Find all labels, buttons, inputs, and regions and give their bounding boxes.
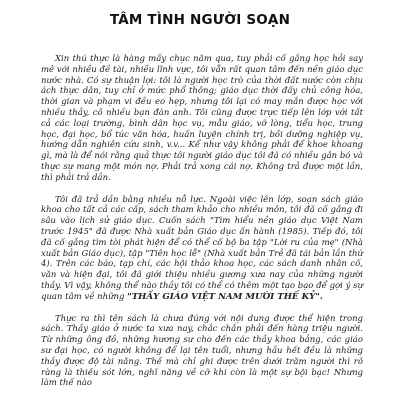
- paragraph-1: [41, 54, 363, 184]
- paragraph-2: [41, 195, 363, 303]
- paragraph-2-text: Tôi đã trả dần bằng nhiều nỗ lực. Ngoài việc lên lớp, soạn sách giáo khoa cho tất cả các cấp, sách tham khảo cho nhiều môn, tôi đã cố gắng đi sâu vào lịch sử giáo dục. Cuốn sách "Tìm hiểu nền giáo dục Việt Nam trước 1945" đã được Nhà xuất bản Giáo dục ấn hành (1985). Tiếp đó, tôi đã cố gắng tìm tòi phát hiện để có thể cố bộ ba tập "Lời ru của mẹ" (Nhà xuất bản Giáo dục), tập "Tiên học lễ" (Nhà xuất bản Trẻ đã tái bản lần thứ 4). Trên các báo, tạp chí, các hội thảo khoa học, các sách danh nhân cố, văn và hiện đại, tôi đã giới thiệu nhiều gương xưa nay của những người thầy. Vì vậy, không thể nào thầy tôi có thể có thêm một tạo bạo để gợi ý sự quan tâm về những: [41, 194, 363, 302]
- page-title: TÂM TÌNH NGƯỜI SOẠN: [109, 12, 291, 28]
- paragraph-1-text: Xin thú thực là hàng mấy chục năm qua, tuy phải cố gắng học hỏi say mê với nhiều đề tài, nhiều lĩnh vực, tôi vẫn rất quan tâm đến nền giáo dục nước nhà. Có sự thuận lợi: tôi là người học trò của thời đất nước còn chịu ách thực dân, tuy chỉ ở mức phổ thông; giáo dục thời đấy chủ công hóa, thời gian và phạm vi đều eo hẹp, nhưng tôi lại có may mắn được học với nhiều thầy, cô nhiều bạn đàn anh. Tôi cũng được trực tiếp lên lớp với tất cả các loại trường, bình dân học vụ, mẫu giáo, vỡ lòng, tiểu học, trung học, đại học, bổ túc văn hóa, huấn luyện chính trị, bồi dưỡng nghiệp vụ, hướng dẫn nghiên cứu sinh, v.v... Kể như vậy không phải để khoe khoang gì, mà là để nói rằng quả thực tôi người giáo dục tôi đã có nhiều gắn bó và thực sự mang một món nợ. Phải trả xong cái nợ. Không trả được một lần, thì phải trả dần.: [41, 54, 363, 183]
- paragraph-3: [41, 314, 363, 390]
- book-title-highlight: "THẦY GIÁO VIỆT NAM MƯỜI THẾ KỶ".: [127, 291, 323, 302]
- paragraph-3-text: Thực ra thì tên sách là chưa đúng với nội dung được thể hiện trong sách. Thầy giáo ở nước ta xưa nay, chắc chắn phải đến hàng triệu người. Từ những ông đồ, những hương sư cho đến các thầy khoa bảng, các giáo sư đại học, có người không để lại tên tuổi, nhưng hầu hết đều là những thầy được độ tài năng. Thế mà chỉ ghi được trên dưới trăm người thì rõ ràng là thiếu sót lớn, nghĩ năng về cỡ khi còn là một sự bội bạc! Nhưng làm thế nào: [41, 313, 363, 389]
- document-body: [41, 54, 363, 400]
